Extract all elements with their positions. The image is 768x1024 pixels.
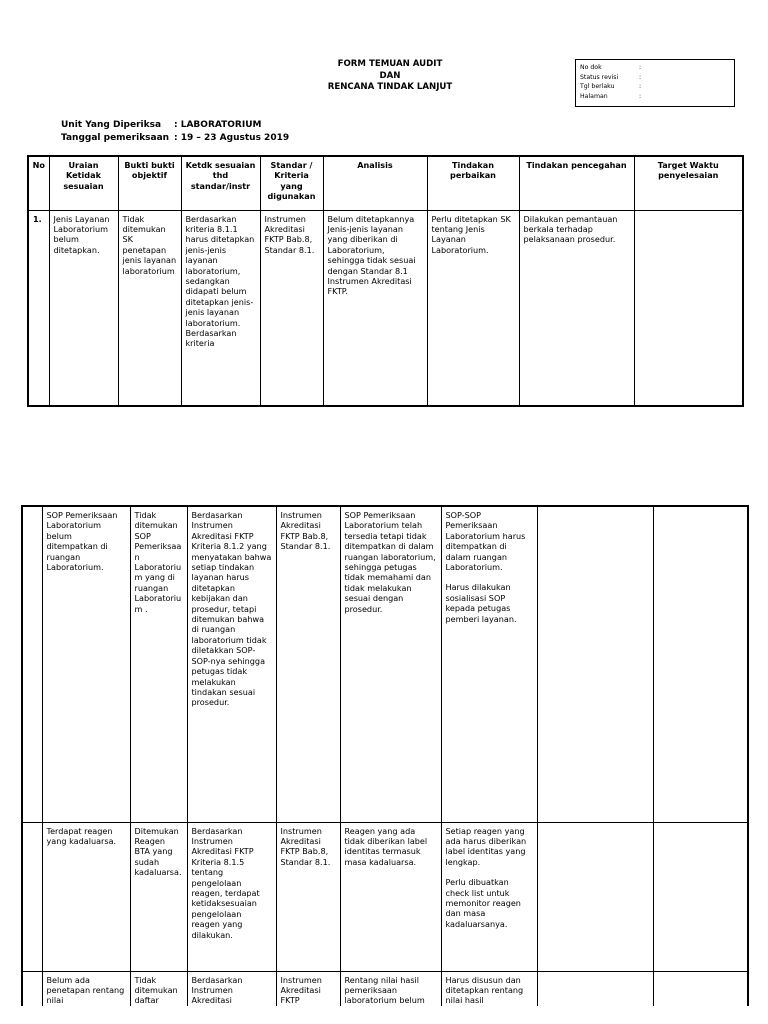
doc-info-label: Tgl berlaku — [580, 83, 615, 90]
form-title-line-2: DAN — [379, 70, 401, 81]
perbaikan-text: SOP-SOP Pemeriksaan Laboratorium harus ditempatkan di dalam ruangan Laboratorium. — [445, 510, 526, 573]
header-bukti: Bukti bukti objektif — [118, 156, 181, 210]
header-target: Target Waktu penyelesaian — [634, 156, 743, 210]
header-no: No — [28, 156, 49, 210]
cell-perbaikan — [441, 822, 537, 971]
cell-bukti: Tidak ditemukan SOP Pemeriksaan Laboratorium yang di ruangan Laboratorium . — [130, 506, 187, 822]
cell-ketdk: Berdasarkan Instrumen Akreditasi FKTP Kriteria 8.1.5 tentang pengelolaan reagen, terdapat ketidaksesuaian pengelolaan reagen yang dilakukan. — [187, 822, 276, 971]
cell-uraian: SOP Pemeriksaan Laboratorium belum ditempatkan di ruangan Laboratorium. — [42, 506, 130, 822]
header-standar: Standar / Kriteria yang digunakan — [260, 156, 323, 210]
table-row — [22, 506, 748, 822]
doc-info-label: Status revisi — [580, 73, 619, 81]
cell-bukti: Tidak ditemukan SK penetapan jenis layanan laboratorium — [118, 210, 181, 406]
cell-ketdk: Berdasarkan Instrumen Akreditasi — [187, 971, 276, 1006]
cell-uraian: Terdapat reagen yang kadaluarsa. — [42, 822, 130, 971]
perbaikan-text: Setiap reagen yang ada harus diberikan label identitas yang lengkap. — [445, 825, 527, 867]
perbaikan-text-2: Perlu dibuatkan check list untuk memonitor reagen dan masa kadaluarsanya. — [445, 877, 521, 929]
doc-info-value: : — [639, 64, 642, 71]
header-uraian: Uraian Ketidak sesuaian — [49, 156, 118, 210]
table-row — [22, 971, 748, 1006]
cell-no: 1. — [28, 210, 49, 406]
cell-standar: Instrumen Akreditasi FKTP Bab.8, Standar 8.1. — [276, 506, 340, 822]
unit-value: : LABORATORIUM — [174, 120, 262, 130]
doc-info-value: : — [639, 73, 642, 81]
cell-uraian: Belum ada penetapan rentang nilai — [42, 971, 130, 1006]
doc-info-label: No dok — [580, 64, 602, 71]
cell-perbaikan — [441, 506, 537, 822]
cell-ketdk: Berdasarkan kriteria 8.1.1 harus ditetapkan jenis-jenis layanan laboratorium, sedangkan didapati belum ditetapkan jenis-jenis layanan laboratorium. Berdasarkan kriteria — [181, 210, 260, 406]
doc-info-value: : — [639, 92, 642, 100]
header-ketdk: Ketdk sesuaian thd standar/instr — [181, 156, 260, 210]
cell-standar: Instrumen Akreditasi FKTP — [276, 971, 340, 1006]
cell-target — [653, 971, 748, 1006]
cell-bukti: Ditemukan Reagen BTA yang sudah kadaluarsa. — [130, 822, 187, 971]
cell-analisis: SOP Pemeriksaan Laboratorium telah tersedia tetapi tidak ditempatkan di dalam ruangan laboratorium, sehingga petugas tidak memahami dan tidak melakukan sesuai dengan prosedur. — [340, 506, 441, 822]
header-analisis: Analisis — [323, 156, 427, 210]
cell-analisis: Belum ditetapkannya Jenis-jenis layanan yang diberikan di Laboratorium, sehingga tidak sesuai dengan Standar 8.1 Instrumen Akreditasi FKTP. — [323, 210, 427, 406]
perbaikan-text-2: Harus dilakukan sosialisasi SOP kepada petugas pemberi layanan. — [445, 582, 517, 624]
cell-target — [653, 506, 748, 822]
cell-target — [653, 822, 748, 971]
header-pencegahan: Tindakan pencegahan — [519, 156, 634, 210]
cell-pencegahan: Dilakukan pemantauan berkala terhadap pelaksanaan prosedur. — [519, 210, 634, 406]
cell-pencegahan — [537, 822, 653, 971]
cell-no — [22, 822, 42, 971]
cell-uraian: Jenis Layanan Laboratorium belum ditetapkan. — [49, 210, 118, 406]
table-row — [22, 822, 748, 971]
cell-perbaikan: Harus disusun dan ditetapkan rentang nilai hasil — [441, 971, 537, 1006]
header-perbaikan: Tindakan perbaikan — [427, 156, 519, 210]
cell-perbaikan: Perlu ditetapkan SK tentang Jenis Layanan Laboratorium. — [427, 210, 519, 406]
cell-ketdk: Berdasarkan Instrumen Akreditasi FKTP Kriteria 8.1.2 yang menyatakan bahwa setiap tindakan layanan harus ditetapkan kebijakan dan prosedur, tetapi ditemukan bahwa di ruangan laboratorium tidak diletakkan SOP-SOP-nya sehingga petugas tidak melakukan tindakan sesuai prosedur. — [187, 506, 276, 822]
date-value: : 19 – 23 Agustus 2019 — [174, 132, 290, 143]
cell-pencegahan — [537, 971, 653, 1006]
doc-info-label: Halaman — [580, 92, 608, 100]
cell-standar: Instrumen Akreditasi FKTP Bab.8, Standar 8.1. — [276, 822, 340, 971]
doc-info-value: : — [639, 83, 642, 90]
audit-findings-table-page-2 — [21, 505, 749, 1006]
cell-bukti: Tidak ditemukan daftar — [130, 971, 187, 1006]
cell-no — [22, 971, 42, 1006]
form-title-line-1: FORM TEMUAN AUDIT — [337, 59, 443, 69]
cell-no — [22, 506, 42, 822]
cell-standar: Instrumen Akreditasi FKTP Bab.8, Standar 8.1. — [260, 210, 323, 406]
date-label: Tanggal pemeriksaan — [61, 132, 170, 143]
cell-analisis: Reagen yang ada tidak diberikan label identitas termasuk masa kadaluarsa. — [340, 822, 441, 971]
form-title-line-3: RENCANA TINDAK LANJUT — [327, 82, 453, 92]
cell-analisis: Rentang nilai hasil pemeriksaan laboratorium belum — [340, 971, 441, 1006]
unit-label: Unit Yang Diperiksa — [61, 120, 162, 130]
cell-pencegahan — [537, 506, 653, 822]
